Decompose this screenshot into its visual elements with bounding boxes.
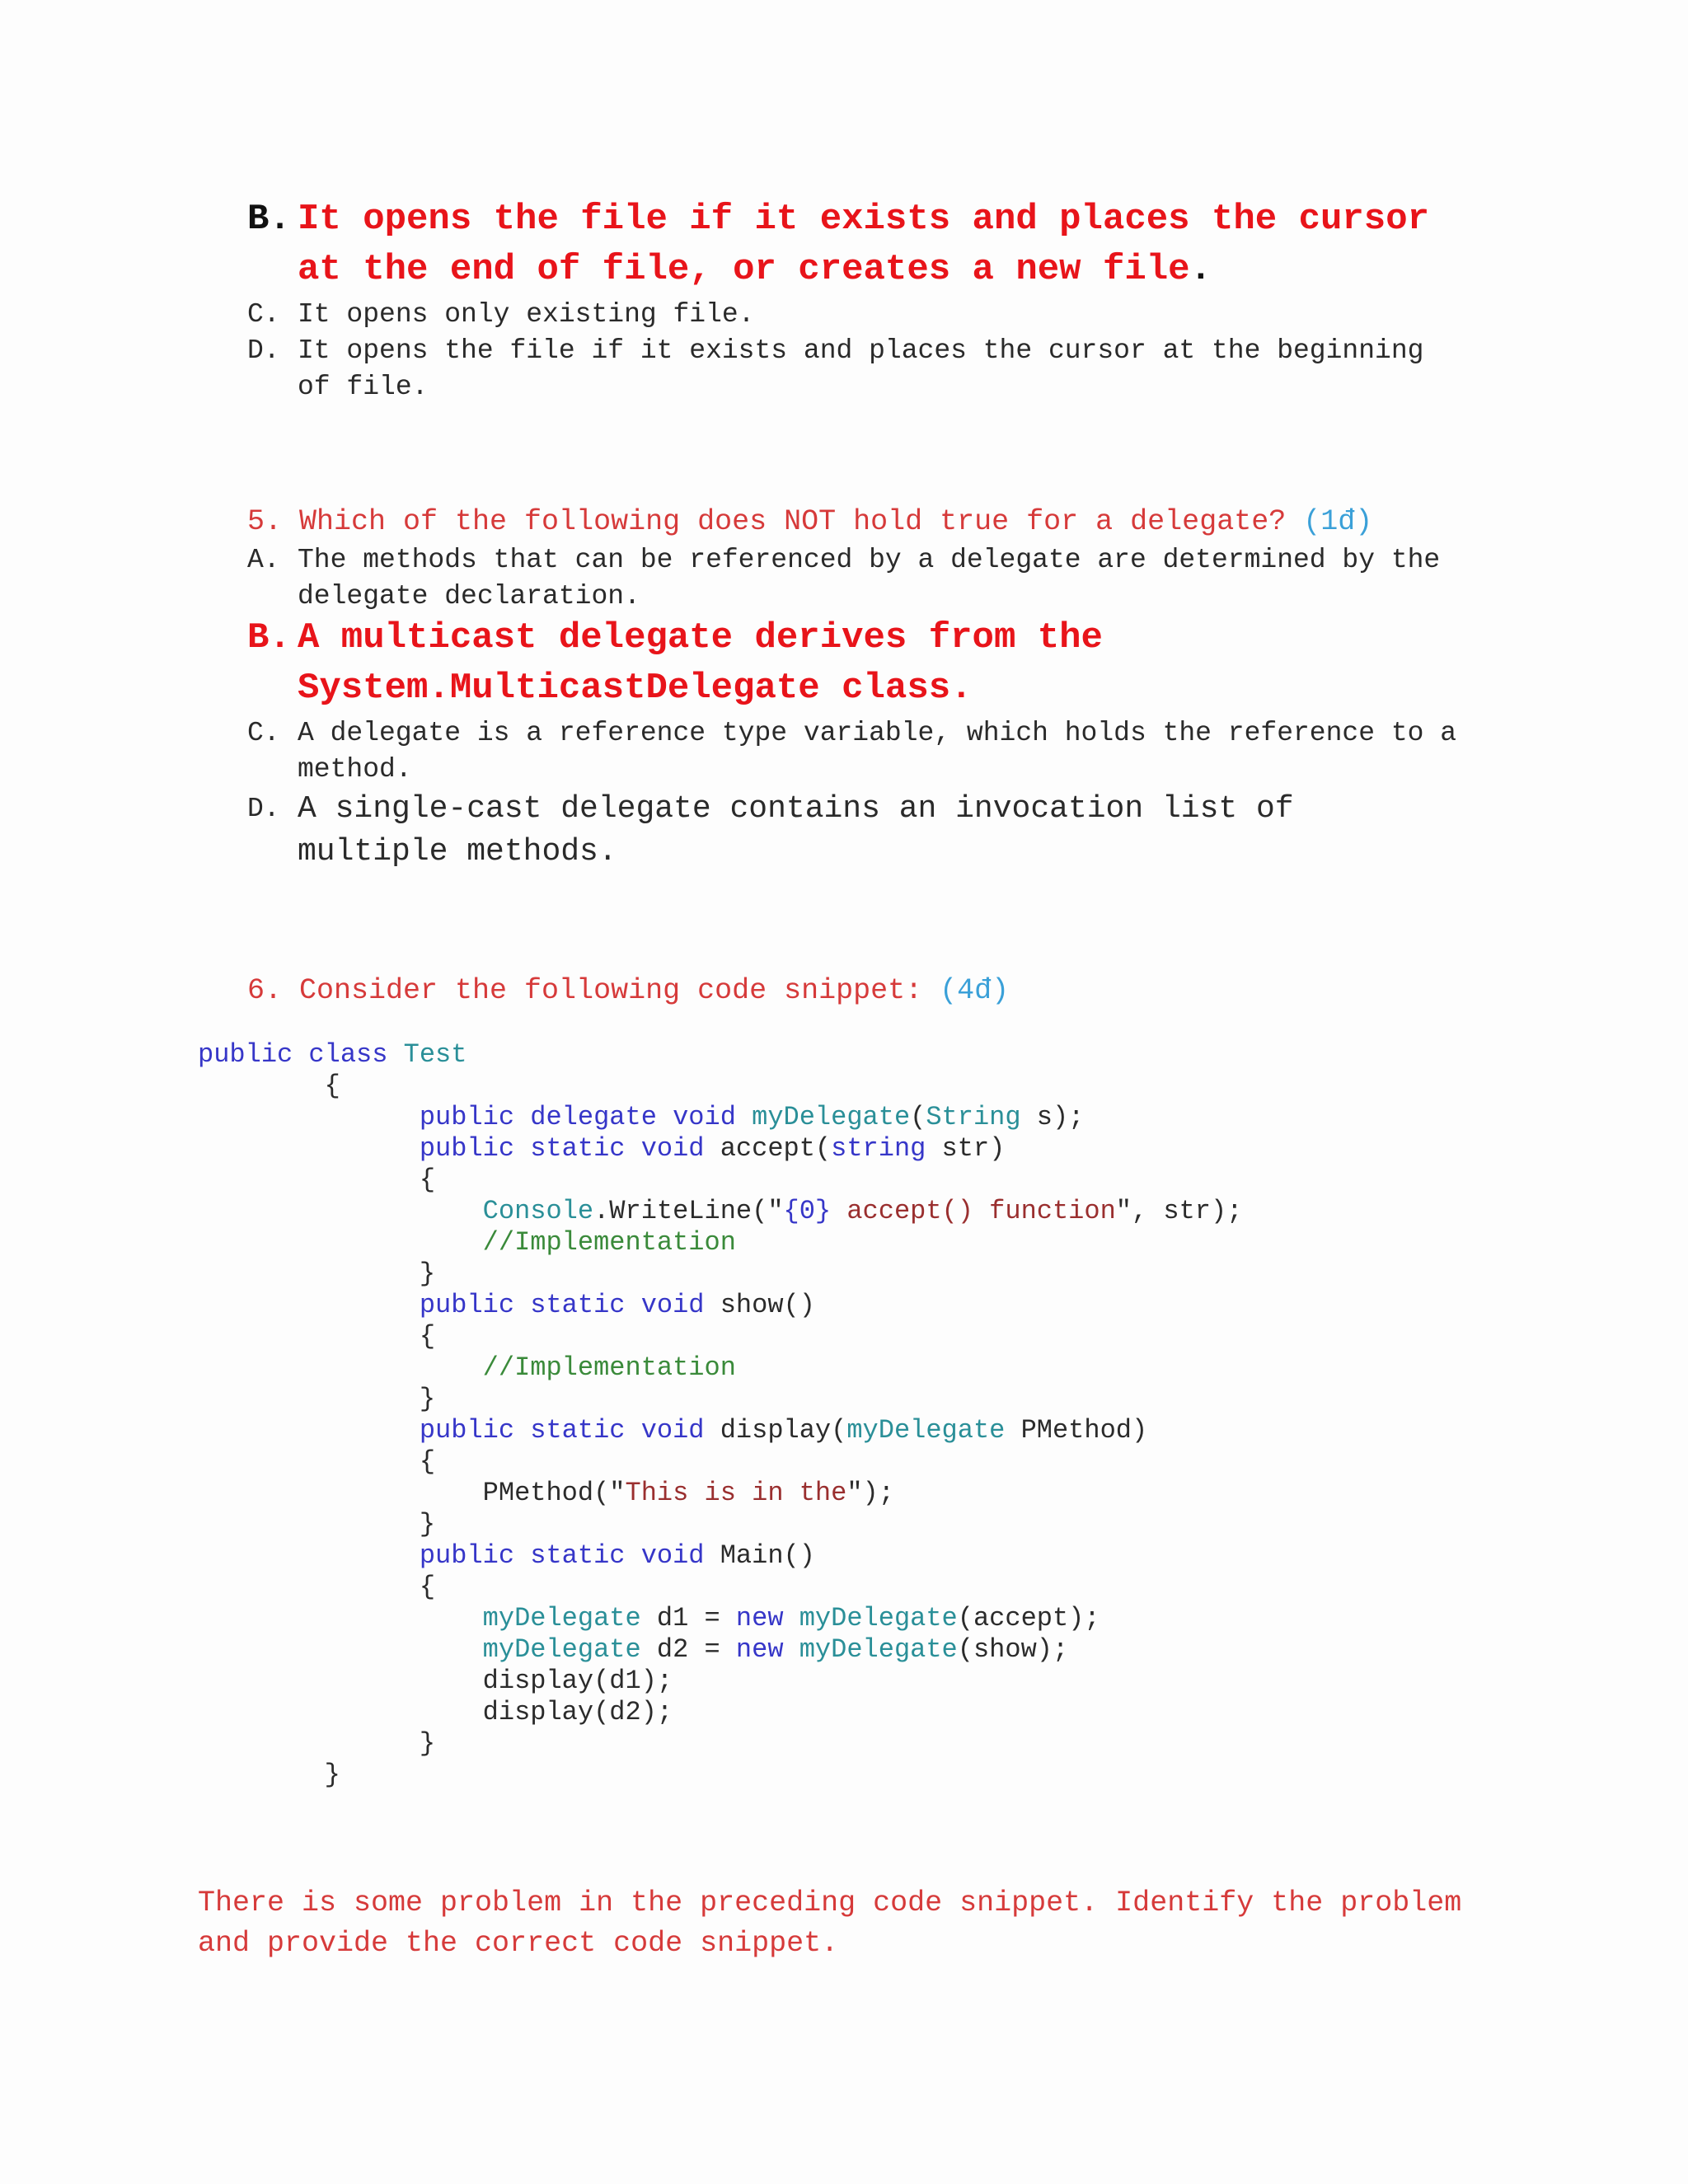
code-line: {	[419, 1446, 436, 1477]
code-line: //Implementation	[482, 1352, 736, 1383]
code-line: {	[419, 1321, 436, 1352]
code-line: Console.WriteLine("{0} accept() function", str);	[482, 1196, 1243, 1226]
q4-option-c	[247, 297, 1484, 333]
code-line: {	[419, 1572, 436, 1602]
code-line: public static void accept(string str)	[419, 1133, 1006, 1164]
option-text: It opens the file if it exists and places the cursor at the end of file, or creates a new file	[298, 199, 1430, 290]
option-letter: B.	[247, 617, 291, 658]
question-text: 6. Consider the following code snippet:	[247, 974, 923, 1007]
option-letter: D.	[247, 335, 280, 366]
option-letter: D.	[247, 794, 280, 824]
code-line: myDelegate d1 = new myDelegate(accept);	[482, 1603, 1100, 1633]
q4-option-d	[247, 333, 1467, 405]
code-line: {	[419, 1165, 436, 1195]
code-line: }	[419, 1509, 436, 1540]
code-line: public static void display(myDelegate PMethod)	[419, 1415, 1148, 1446]
q5-option-b-answer	[247, 613, 1319, 714]
question-text: 5. Which of the following does NOT hold true for a delegate?	[247, 505, 1287, 538]
code-line: public delegate void myDelegate(String s);	[419, 1102, 1085, 1132]
option-letter: B.	[247, 199, 291, 240]
code-line: }	[419, 1728, 436, 1759]
code-line: {	[324, 1071, 340, 1101]
option-text: It opens only existing file.	[298, 299, 755, 330]
code-line: display(d1);	[482, 1666, 673, 1696]
code-line: myDelegate d2 = new myDelegate(show);	[482, 1634, 1069, 1665]
code-line: //Implementation	[482, 1227, 736, 1258]
option-text: The methods that can be referenced by a delegate are determined by the delegate declaration.	[298, 545, 1441, 612]
q5-option-a	[247, 542, 1492, 615]
q5-option-d	[247, 788, 1401, 874]
option-text: A single-cast delegate contains an invocation list of multiple methods.	[298, 791, 1294, 869]
question-points: (1đ)	[1303, 505, 1373, 538]
q5-option-c	[247, 715, 1500, 788]
code-line: }	[419, 1384, 436, 1414]
code-line: public class Test	[198, 1039, 467, 1070]
option-text: It opens the file if it exists and places the cursor at the beginning of file.	[298, 335, 1424, 402]
q5-prompt	[247, 504, 1372, 540]
code-line: PMethod("This is in the");	[482, 1478, 894, 1508]
code-line: }	[324, 1760, 340, 1790]
option-letter: C.	[247, 299, 280, 330]
code-line: public static void Main()	[419, 1540, 815, 1571]
code-line: }	[419, 1258, 436, 1289]
code-line: display(d2);	[482, 1697, 673, 1727]
option-letter: C.	[247, 718, 280, 748]
q4-option-b-answer	[247, 194, 1467, 295]
code-snippet	[198, 1039, 1242, 1791]
question-points: (4đ)	[940, 974, 1010, 1007]
option-letter: A.	[247, 545, 280, 575]
q6-prompt	[247, 972, 1009, 1009]
option-end-punct: .	[1189, 249, 1212, 290]
option-text: A delegate is a reference type variable, which holds the reference to a method.	[298, 718, 1457, 785]
code-line: public static void show()	[419, 1290, 815, 1320]
q6-instruction: There is some problem in the preceding code snippet. Identify the problem and provide the correct code snippet.	[198, 1886, 1462, 1960]
option-text: A multicast delegate derives from the System.MulticastDelegate class.	[298, 617, 1103, 709]
